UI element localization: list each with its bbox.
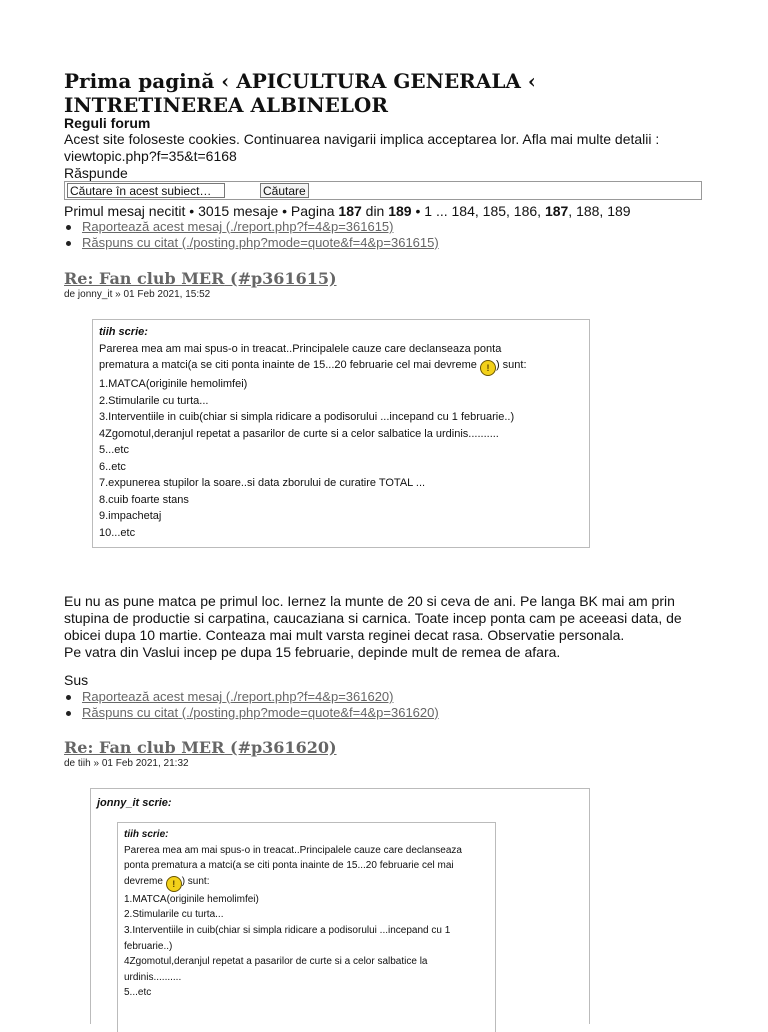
forum-rules-link[interactable]: Reguli forum [64, 115, 151, 131]
post-byline: de jonny_it » 01 Feb 2021, 15:52 [64, 289, 211, 300]
post-byline: de tiih » 01 Feb 2021, 21:32 [64, 758, 189, 769]
quote-line: ponta prematura a matci(a se citi ponta inainte de 15...20 februarie cel mai [124, 860, 454, 872]
quote-cite: tiih scrie: [99, 326, 148, 338]
post-title-361615[interactable]: Re: Fan club MER (#p361615) [64, 269, 337, 288]
outer-quote-block [90, 788, 590, 1024]
inner-quote-block [117, 822, 496, 1032]
message-count: 3015 mesaje [198, 203, 279, 219]
page-title[interactable]: Prima pagină ‹ APICULTURA GENERALA ‹ INTRETINEREA ALBINELOR [64, 69, 536, 117]
separator: • [415, 203, 421, 219]
post-body [64, 593, 704, 661]
back-to-top-link[interactable]: Sus [64, 672, 89, 688]
separator: • [189, 203, 195, 219]
quote-line: 9.impachetaj [99, 510, 162, 522]
post-paragraph: Eu nu as pune matca pe primul loc. Iernez la munte de 20 si ceva de ani. Pe langa BK mai am prin stupina de productie si carpatina, caucaziana si carnica. Toate incep ponta cam pe aceeasi data, de obicei dupa 10 martie. Conteaza mai mult varsta reginei decat rasa. Observatie personala. [64, 593, 682, 643]
quote-line: devreme ! ) sunt: [124, 874, 489, 892]
list-item [64, 689, 439, 705]
quote-line: Parerea mea am mai spus-o in treacat..Principalele cauze care declanseaza [124, 844, 462, 856]
quote-line: 3.Interventiile in cuib(chiar si simpla ridicare a podisorului ...incepand cu 1 februarie..) [99, 411, 515, 423]
page-links[interactable]: 1 ... 184, 185, 186, [424, 203, 542, 219]
author-link[interactable]: jonny_it [77, 289, 113, 300]
quote-line: februarie..) [124, 940, 173, 952]
first-unread-link[interactable]: Primul mesaj necitit [64, 203, 186, 219]
quote-line: 6..etc [99, 460, 126, 473]
quote-line: Parerea mea am mai spus-o in treacat..Principalele cauze care declanseaza ponta [99, 342, 502, 355]
quote-reply-link[interactable]: Răspuns cu citat (./posting.php?mode=quote&f=4&p=361615) [82, 235, 439, 250]
quote-cite: jonny_it scrie: [97, 797, 172, 809]
of-label: din [365, 203, 385, 219]
post-actions [64, 219, 439, 251]
list-item [64, 235, 439, 251]
topic-search-input[interactable] [67, 183, 225, 198]
idea-bulb-icon: ! [480, 360, 496, 376]
quote-line: 1.MATCA(originile hemolimfei) [124, 893, 259, 905]
quote-line: urdinis.......... [124, 971, 182, 983]
post-date: » 01 Feb 2021, 21:32 [93, 758, 189, 769]
quote-line: 5...etc [124, 987, 152, 999]
post-date: » 01 Feb 2021, 15:52 [115, 289, 211, 300]
quote-line: 2.Stimularile cu turta... [124, 909, 224, 921]
search-button[interactable]: Căutare [260, 183, 309, 198]
cookie-notice: Acest site foloseste cookies. Continuarea navigarii implica acceptarea lor. Afla mai multe detalii : viewtopic.php?f=35&t=6168 [64, 131, 660, 164]
quote-line: 10...etc [99, 526, 136, 539]
post-actions [64, 689, 439, 721]
post-paragraph: Pe vatra din Vaslui incep pe dupa 15 februarie, depinde mult de remea de afara. [64, 644, 561, 660]
report-post-link[interactable]: Raportează acest mesaj (./report.php?f=4&p=361615) [82, 219, 394, 234]
total-pages: 189 [388, 203, 412, 219]
quote-line: 1.MATCA(originile hemolimfei) [99, 378, 248, 390]
page-label: Pagina [290, 203, 335, 219]
list-item [64, 705, 439, 721]
quote-line: 2.Stimularile cu turta... [99, 394, 209, 407]
current-page-number: 187 [338, 203, 362, 219]
list-item [64, 219, 439, 235]
separator: • [282, 203, 288, 219]
quote-line: 4Zgomotul,deranjul repetat a pasarilor de curte si a celor salbatice la [124, 956, 428, 968]
quote-line: 7.expunerea stupilor la soare..si data zborului de curatire TOTAL ... [99, 477, 426, 489]
author-link[interactable]: tiih [77, 758, 91, 769]
report-post-link[interactable]: Raportează acest mesaj (./report.php?f=4&p=361620) [82, 689, 394, 704]
quote-line: 4Zgomotul,deranjul repetat a pasarilor de curte si a celor salbatice la urdinis.......... [99, 427, 499, 440]
active-page: 187 [544, 203, 569, 219]
quote-line: prematura a matci(a se citi ponta inainte de 15...20 februarie cel mai devreme ! ) sunt: [99, 357, 583, 376]
page-links[interactable]: , 188, 189 [568, 203, 631, 219]
post-title-361620[interactable]: Re: Fan club MER (#p361620) [64, 738, 337, 757]
pagination-bar [64, 203, 631, 219]
quote-line: 8.cuib foarte stans [99, 493, 189, 506]
quote-line: 5...etc [99, 444, 129, 456]
quote-reply-link[interactable]: Răspuns cu citat (./posting.php?mode=quote&f=4&p=361620) [82, 705, 439, 720]
quote-block [92, 319, 590, 548]
quote-cite: tiih scrie: [124, 829, 169, 840]
topic-search-form [64, 181, 702, 200]
reply-link[interactable]: Răspunde [64, 165, 128, 181]
idea-bulb-icon: ! [166, 876, 182, 892]
quote-line: 3.Interventiile in cuib(chiar si simpla ridicare a podisorului ...incepand cu 1 [124, 924, 451, 936]
